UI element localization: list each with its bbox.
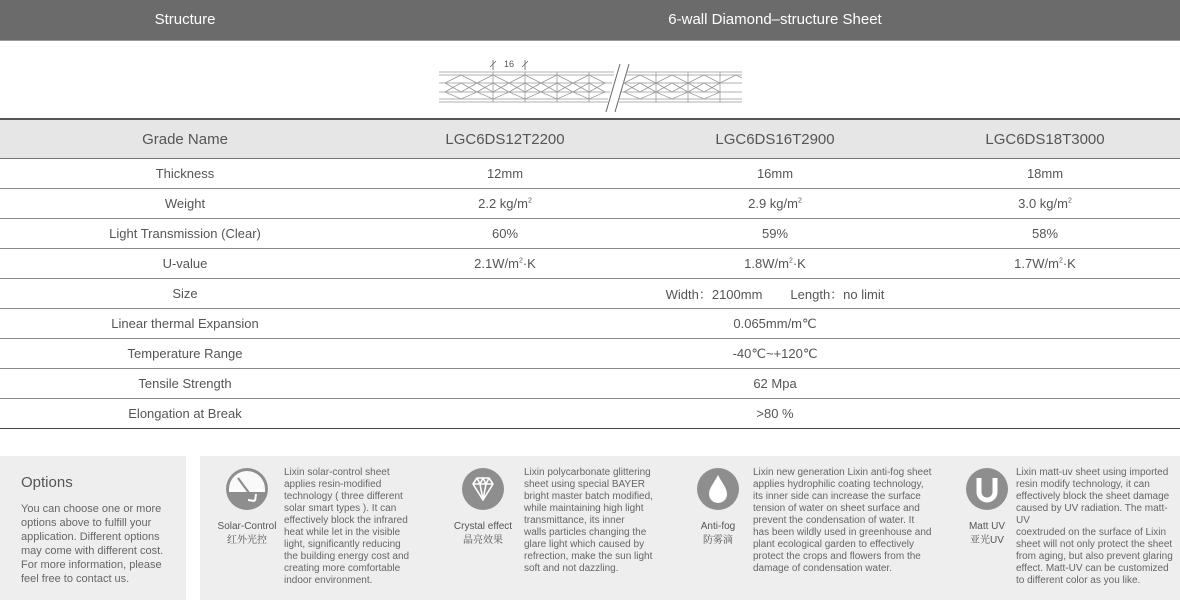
table-cell: 3.0 $kg/m^2$ <box>910 189 1180 219</box>
features-panel <box>200 456 1180 600</box>
diamond-icon <box>462 468 504 510</box>
specification-table <box>0 118 1180 429</box>
feature-description: Lixin polycarbonate glittering sheet using special BAYER bright master batch modified, while maintaining high light transmittance, its inner walls particles changing the glare light which caused by refrection, make the sun light soft and not dazzling. <box>524 467 653 574</box>
table-cell: Width：2100mm Length：no limit <box>370 279 1180 309</box>
table-cell: -40℃~+120℃ <box>370 339 1180 369</box>
table-cell: 18mm <box>910 159 1180 189</box>
table-cell: 12mm <box>370 159 640 189</box>
table-cell: $1.8W/m^2\cdot K$ <box>640 249 910 279</box>
options-description: You can choose one or more options above to fulfill your application. Different options may come with different cost. For more information, please feel free to contact us. <box>21 503 164 585</box>
table-cell: 58% <box>910 219 1180 249</box>
options-title: Options <box>21 474 73 491</box>
grade-name-cell: LGC6DS18T3000 <box>910 119 1180 159</box>
table-cell: $1.7W/m^2\cdot K$ <box>910 249 1180 279</box>
table-row <box>0 189 1180 219</box>
table-row <box>0 159 1180 189</box>
row-label: Linear thermal Expansion <box>0 309 370 339</box>
matt-uv-icon <box>966 468 1008 510</box>
feature-name-cn: 晶亮效果 <box>463 535 503 546</box>
table-row <box>0 249 1180 279</box>
table-row <box>0 339 1180 369</box>
table-row <box>0 279 1180 309</box>
table-cell: 16mm <box>640 159 910 189</box>
table-cell: 2.9 $kg/m^2$ <box>640 189 910 219</box>
table-row <box>0 369 1180 399</box>
feature-name-cn: 红外光控 <box>227 535 267 546</box>
header-divider <box>0 40 1180 41</box>
feature-description: Lixin new generation Lixin anti-fog sheet applies hydrophilic coating technology, its inner side can increase the surface tension of water on sheet surface and prevent the condensation of water. It has been wildly used in greenhouse and plant ecological garden to effectively protect the crops and flowers from the damage of condensation water. <box>753 467 932 574</box>
table-row <box>0 399 1180 429</box>
feature-description: Lixin solar-control sheet applies resin-modified technology ( three different solar smart types ). It can effectively block the infrared heat while let in the visible light, significantly reducing the building energy cost and creating more comfortable indoor environment. <box>284 467 410 586</box>
grade-name-label: Grade Name <box>0 119 370 159</box>
table-cell: >80 % <box>370 399 1180 429</box>
table-cell: 59% <box>640 219 910 249</box>
row-label: Tensile Strength <box>0 369 370 399</box>
row-label: Weight <box>0 189 370 219</box>
grade-name-cell: LGC6DS16T2900 <box>640 119 910 159</box>
table-cell: 60% <box>370 219 640 249</box>
row-label: Thickness <box>0 159 370 189</box>
row-label: U-value <box>0 249 370 279</box>
row-label: Light Transmission (Clear) <box>0 219 370 249</box>
grade-name-cell: LGC6DS12T2200 <box>370 119 640 159</box>
dimension-label: 16 <box>503 59 515 69</box>
row-label: Temperature Range <box>0 339 370 369</box>
options-panel <box>0 456 186 600</box>
row-label: Size <box>0 279 370 309</box>
feature-name: Crystal effect <box>453 521 513 532</box>
solar-control-icon <box>226 468 268 510</box>
feature-description: Lixin matt-uv sheet using imported resin modify technology, it can effectively block the sheet damage caused by UV radiation. The matt-UV coextruded on the surface of Lixin sheet will not only protect the sheet from aging, but also prevent glaring effect. Matt-UV can be customized to different color as you like. <box>1016 467 1173 586</box>
table-cell: $2.1W/m^2\cdot K$ <box>370 249 640 279</box>
table-row <box>0 309 1180 339</box>
sheet-cross-section-diagram <box>436 54 746 114</box>
feature-name-cn: 防雾滴 <box>703 535 733 546</box>
feature-name: Anti-fog <box>700 521 736 532</box>
row-label: Elongation at Break <box>0 399 370 429</box>
feature-anti-fog <box>685 456 945 600</box>
feature-crystal-effect <box>450 456 685 600</box>
table-header-bar <box>0 0 1180 40</box>
feature-name-cn: 亚光UV <box>970 535 1004 546</box>
table-cell: 62 Mpa <box>370 369 1180 399</box>
structure-label: Structure <box>154 11 216 28</box>
table-row <box>0 219 1180 249</box>
table-row <box>0 119 1180 159</box>
feature-matt-uv <box>945 456 1180 600</box>
table-cell: 2.2 $kg/m^2$ <box>370 189 640 219</box>
product-title: 6-wall Diamond–structure Sheet <box>668 11 882 28</box>
feature-solar-control <box>200 456 450 600</box>
feature-name: Matt UV <box>968 521 1006 532</box>
water-drop-icon <box>697 468 739 510</box>
feature-name: Solar-Control <box>217 521 277 532</box>
table-cell: 0.065mm/m℃ <box>370 309 1180 339</box>
